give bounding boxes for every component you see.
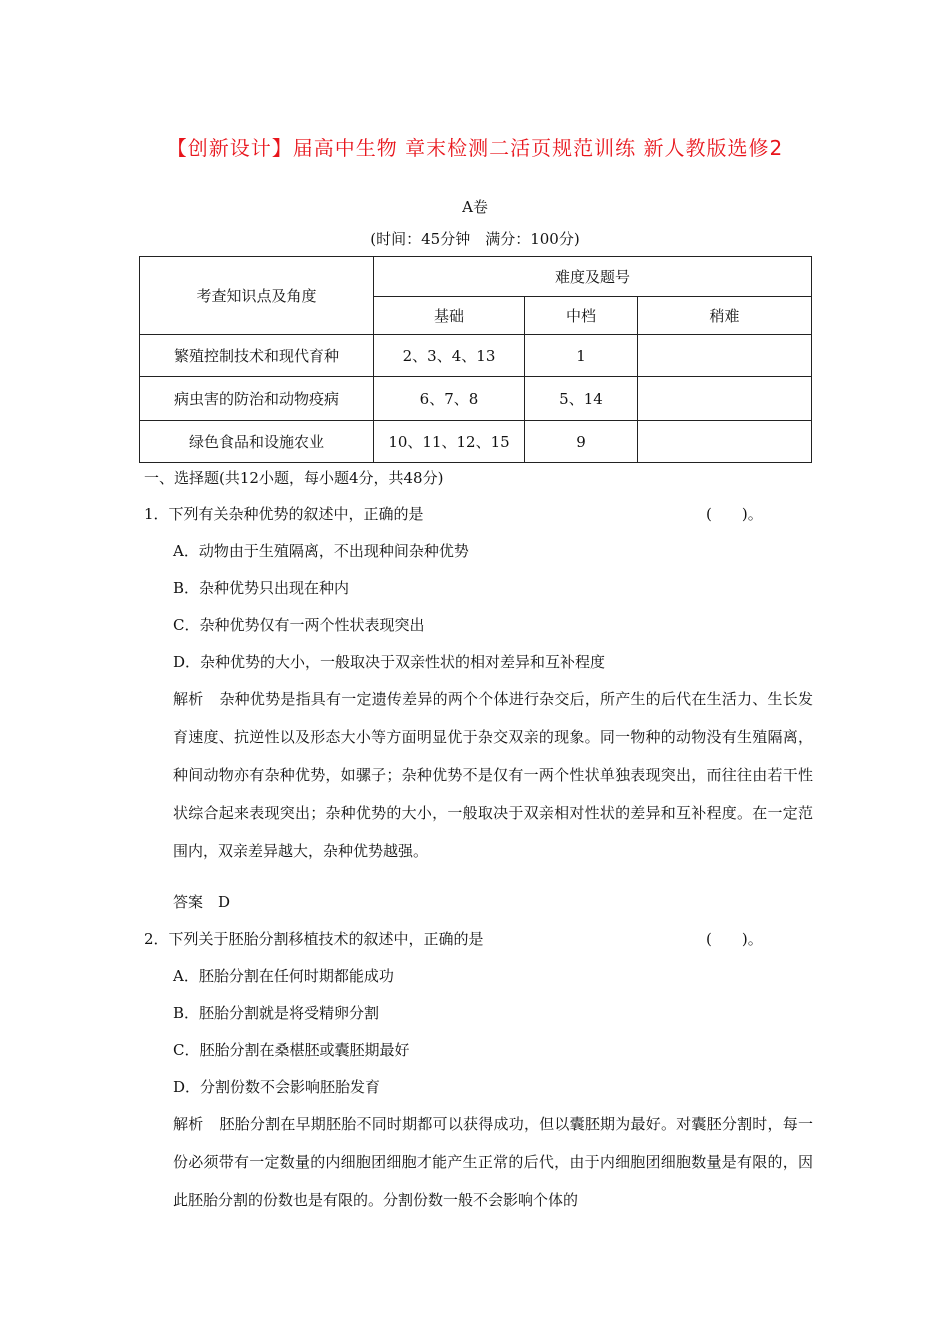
row-hard [638, 377, 812, 421]
row-medium: 1 [525, 335, 638, 377]
question-1-stem: 1．下列有关杂种优势的叙述中，正确的是 [144, 505, 424, 523]
table-row [140, 377, 812, 421]
question-2-analysis [173, 1105, 813, 1219]
row-basic: 2、3、4、13 [374, 335, 525, 377]
row-basic: 6、7、8 [374, 377, 525, 421]
question-2-option-b: B．胚胎分割就是将受精卵分割 [173, 1004, 380, 1022]
question-1-answer-bracket: ( )。 [706, 505, 763, 523]
analysis-text: 杂种优势是指具有一定遗传差异的两个个体进行杂交后，所产生的后代在生活力、生长发育速度、抗逆性以及形态大小等方面明显优于杂交双亲的现象。同一物种的动物没有生殖隔离，种间动物亦有杂种优势，如骡子；杂种优势不是仅有一两个性状单独表现突出，而往往由若干性状综合起来表现突出；杂种优势的大小，一般取决于双亲相对性状的差异和互补程度。在一定范围内，双亲差异越大，杂种优势越强。 [173, 690, 813, 860]
analysis-label: 解析 [173, 1115, 204, 1133]
row-topic: 繁殖控制技术和现代育种 [140, 335, 374, 377]
table-row [140, 421, 812, 463]
table-header-hard: 稍难 [638, 297, 812, 335]
row-topic: 绿色食品和设施农业 [140, 421, 374, 463]
question-2-option-d: D．分割份数不会影响胚胎发育 [173, 1078, 381, 1096]
row-topic: 病虫害的防治和动物疫病 [140, 377, 374, 421]
question-1-analysis [173, 680, 813, 870]
question-2-stem: 2．下列关于胚胎分割移植技术的叙述中，正确的是 [144, 930, 484, 948]
table-header-difficulty: 难度及题号 [374, 257, 812, 297]
table-header-topic: 考查知识点及角度 [140, 257, 374, 335]
document-title: 【创新设计】届高中生物 章末检测二活页规范训练 新人教版选修2 [166, 136, 784, 160]
table-row [140, 335, 812, 377]
question-1-option-c: C．杂种优势仅有一两个性状表现突出 [173, 616, 425, 634]
row-medium: 9 [525, 421, 638, 463]
row-medium: 5、14 [525, 377, 638, 421]
question-2-option-a: A．胚胎分割在任何时期都能成功 [173, 967, 394, 985]
section-header: 一、选择题(共12小题，每小题4分，共48分) [144, 469, 444, 487]
question-1-answer: 答案 D [173, 893, 231, 911]
question-1-option-b: B．杂种优势只出现在种内 [173, 579, 350, 597]
time-info: (时间：45分钟 满分：100分) [370, 230, 580, 248]
row-hard [638, 421, 812, 463]
question-1-option-d: D．杂种优势的大小，一般取决于双亲性状的相对差异和互补程度 [173, 653, 606, 671]
question-2-answer-bracket: ( )。 [706, 930, 763, 948]
question-2-option-c: C．胚胎分割在桑椹胚或囊胚期最好 [173, 1041, 410, 1059]
knowledge-point-table [139, 256, 812, 463]
analysis-label: 解析 [173, 690, 204, 708]
row-basic: 10、11、12、15 [374, 421, 525, 463]
row-hard [638, 335, 812, 377]
volume-label: A卷 [462, 198, 488, 216]
question-1-option-a: A．动物由于生殖隔离，不出现种间杂种优势 [173, 542, 469, 560]
analysis-text: 胚胎分割在早期胚胎不同时期都可以获得成功，但以囊胚期为最好。对囊胚分割时，每一份必须带有一定数量的内细胞团细胞才能产生正常的后代，由于内细胞团细胞数量是有限的，因此胚胎分割的份数也是有限的。分割份数一般不会影响个体的 [173, 1115, 813, 1209]
table-header-basic: 基础 [374, 297, 525, 335]
table-header-medium: 中档 [525, 297, 638, 335]
